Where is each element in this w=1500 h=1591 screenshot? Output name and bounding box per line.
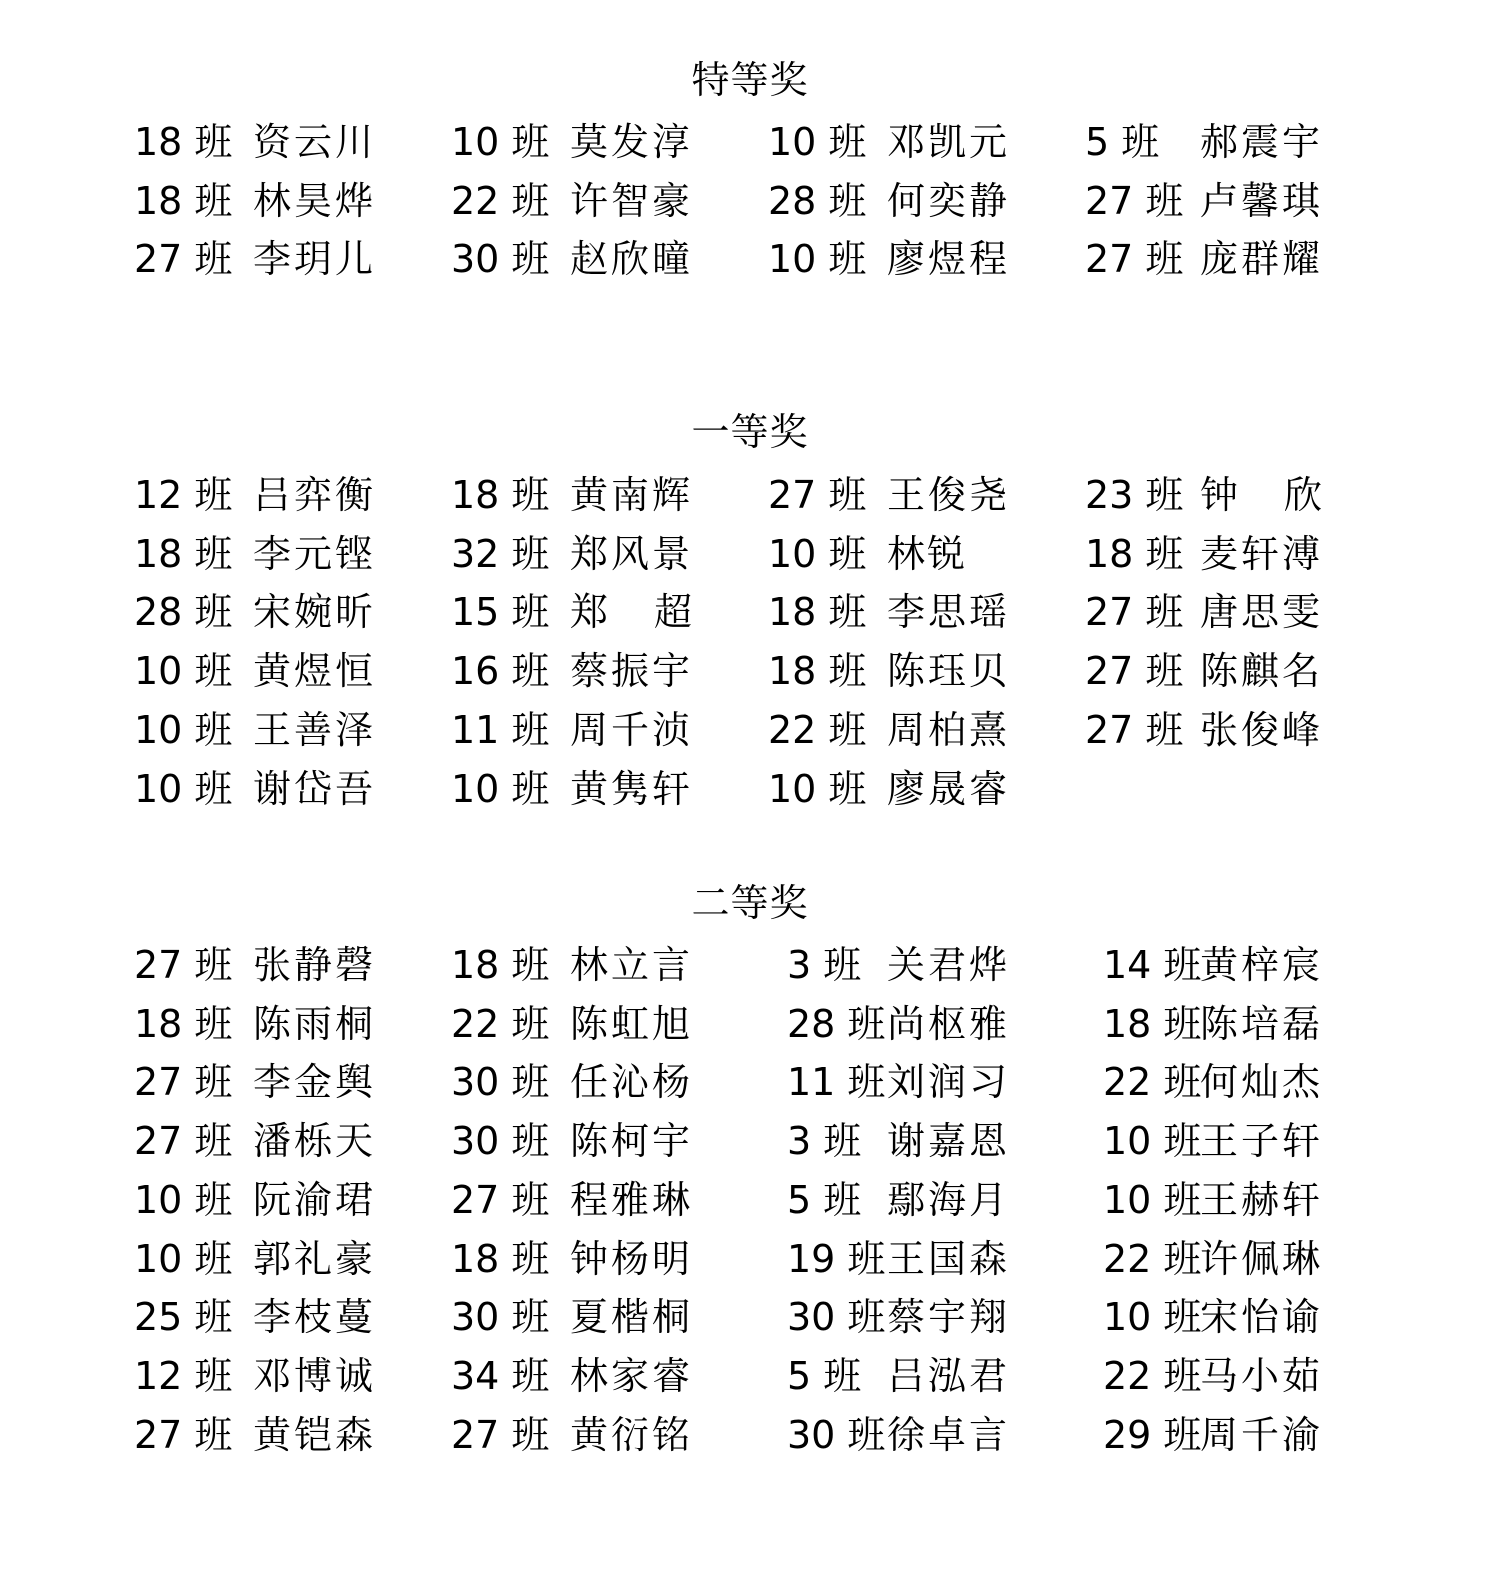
class-label: 32 班 xyxy=(451,531,550,576)
class-label: 28 班 xyxy=(787,1001,886,1046)
student-name: 廖煜程 xyxy=(887,237,1009,282)
student-name: 陈麒名 xyxy=(1200,649,1322,694)
class-label: 30 班 xyxy=(451,1119,550,1164)
class-label: 30 班 xyxy=(451,1060,550,1105)
class-label: 30 班 xyxy=(787,1295,886,1340)
class-label: 18 班 xyxy=(451,943,550,987)
award-row xyxy=(0,1111,1500,1171)
class-label: 18 班 xyxy=(134,531,233,576)
award-row xyxy=(0,171,1500,231)
student-name: 庞群耀 xyxy=(1200,237,1322,282)
class-label: 27 班 xyxy=(1085,590,1184,635)
class-label: 10 班 xyxy=(134,707,233,752)
class-label: 10 班 xyxy=(768,120,867,164)
student-name: 郑 超 xyxy=(570,590,692,635)
student-name: 李玥儿 xyxy=(253,237,375,282)
student-name: 郝震宇 xyxy=(1200,120,1322,164)
class-label: 5 班 xyxy=(787,1177,862,1222)
award-row xyxy=(0,524,1500,584)
class-label: 22 班 xyxy=(451,1001,550,1046)
class-label: 3 班 xyxy=(787,1119,862,1164)
student-name: 郭礼豪 xyxy=(253,1236,375,1281)
student-name: 陈虹旭 xyxy=(570,1001,692,1046)
class-label: 11 班 xyxy=(451,707,550,752)
class-label: 10 班 xyxy=(1103,1177,1202,1222)
class-label: 10 班 xyxy=(1103,1295,1202,1340)
student-name: 陈培磊 xyxy=(1200,1001,1322,1046)
class-label: 23 班 xyxy=(1085,473,1184,517)
student-name: 王国森 xyxy=(887,1236,1009,1281)
award-row xyxy=(0,582,1500,642)
student-name: 黄隽轩 xyxy=(570,766,692,811)
class-label: 10 班 xyxy=(451,766,550,811)
class-label: 34 班 xyxy=(451,1353,550,1398)
student-name: 赵欣曈 xyxy=(570,237,692,282)
student-name: 程雅琳 xyxy=(570,1177,692,1222)
student-name: 吕弈衡 xyxy=(253,473,375,517)
class-label: 10 班 xyxy=(134,1177,233,1222)
class-label: 12 班 xyxy=(134,1353,233,1398)
class-label: 27 班 xyxy=(1085,178,1184,223)
student-name: 李金舆 xyxy=(253,1060,375,1105)
student-name: 黄铠森 xyxy=(253,1412,375,1457)
class-label: 27 班 xyxy=(1085,707,1184,752)
student-name: 任沁杨 xyxy=(570,1060,692,1105)
class-label: 10 班 xyxy=(1103,1119,1202,1164)
student-name: 尚枢雅 xyxy=(887,1001,1009,1046)
student-name: 宋婉昕 xyxy=(253,590,375,635)
class-label: 27 班 xyxy=(1085,237,1184,282)
award-row xyxy=(0,759,1500,819)
award-row xyxy=(0,112,1500,172)
student-name: 蔡振宇 xyxy=(570,649,692,694)
student-name: 周千渝 xyxy=(1200,1412,1322,1457)
student-name: 夏楷桐 xyxy=(570,1295,692,1340)
student-name: 钟杨明 xyxy=(570,1236,692,1281)
section-title: 一等奖 xyxy=(691,410,809,454)
student-name: 陈雨桐 xyxy=(253,1001,375,1046)
student-name: 林家睿 xyxy=(570,1353,692,1398)
student-name: 黄衍铭 xyxy=(570,1412,692,1457)
student-name: 何灿杰 xyxy=(1200,1060,1322,1105)
student-name: 吕泓君 xyxy=(887,1353,1009,1398)
student-name: 谢岱吾 xyxy=(253,766,375,811)
student-name: 张静磬 xyxy=(253,943,375,987)
class-label: 18 班 xyxy=(451,473,550,517)
class-label: 11 班 xyxy=(787,1060,886,1105)
award-row xyxy=(0,1052,1500,1112)
student-name: 黄南辉 xyxy=(570,473,692,517)
student-name: 李思瑶 xyxy=(887,590,1009,635)
class-label: 5 班 xyxy=(787,1353,862,1398)
class-label: 30 班 xyxy=(451,237,550,282)
award-row xyxy=(0,229,1500,289)
class-label: 10 班 xyxy=(451,120,550,164)
student-name: 阮渝珺 xyxy=(253,1177,375,1222)
class-label: 22 班 xyxy=(768,707,867,752)
class-label: 18 班 xyxy=(768,649,867,694)
class-label: 18 班 xyxy=(134,120,233,164)
student-name: 邓凯元 xyxy=(887,120,1009,164)
class-label: 22 班 xyxy=(451,178,550,223)
student-name: 郑风景 xyxy=(570,531,692,576)
class-label: 30 班 xyxy=(451,1295,550,1340)
student-name: 何奕静 xyxy=(887,178,1009,223)
student-name: 王俊尧 xyxy=(887,473,1009,517)
class-label: 27 班 xyxy=(134,237,233,282)
section-title: 二等奖 xyxy=(691,881,809,925)
class-label: 16 班 xyxy=(451,649,550,694)
class-label: 19 班 xyxy=(787,1236,886,1281)
award-row xyxy=(0,700,1500,760)
student-name: 陈珏贝 xyxy=(887,649,1009,694)
student-name: 资云川 xyxy=(253,120,375,164)
class-label: 5 班 xyxy=(1085,120,1160,164)
award-row xyxy=(0,1346,1500,1406)
class-label: 10 班 xyxy=(134,766,233,811)
class-label: 29 班 xyxy=(1103,1412,1202,1457)
student-name: 唐思雯 xyxy=(1200,590,1322,635)
student-name: 李元铿 xyxy=(253,531,375,576)
class-label: 27 班 xyxy=(451,1412,550,1457)
class-label: 27 班 xyxy=(134,1412,233,1457)
student-name: 周柏熹 xyxy=(887,707,1009,752)
class-label: 28 班 xyxy=(134,590,233,635)
student-name: 徐卓言 xyxy=(887,1412,1009,1457)
class-label: 10 班 xyxy=(768,237,867,282)
class-label: 18 班 xyxy=(1085,531,1184,576)
class-label: 18 班 xyxy=(134,178,233,223)
class-label: 10 班 xyxy=(768,531,867,576)
student-name: 李枝蔓 xyxy=(253,1295,375,1340)
class-label: 10 班 xyxy=(768,766,867,811)
student-name: 谢嘉恩 xyxy=(887,1119,1009,1164)
student-name: 邓博诚 xyxy=(253,1353,375,1398)
class-label: 22 班 xyxy=(1103,1353,1202,1398)
class-label: 27 班 xyxy=(134,1060,233,1105)
student-name: 卢馨琪 xyxy=(1200,178,1322,223)
student-name: 黄梓宸 xyxy=(1200,943,1322,987)
student-name: 陈柯宇 xyxy=(570,1119,692,1164)
award-row xyxy=(0,994,1500,1054)
class-label: 10 班 xyxy=(134,1236,233,1281)
class-label: 18 班 xyxy=(768,590,867,635)
student-name: 刘润习 xyxy=(887,1060,1009,1105)
student-name: 王赫轩 xyxy=(1200,1177,1322,1222)
award-row xyxy=(0,465,1500,525)
award-row xyxy=(0,935,1500,995)
student-name: 廖晟睿 xyxy=(887,766,1009,811)
award-row xyxy=(0,1170,1500,1230)
student-name: 王善泽 xyxy=(253,707,375,752)
student-name: 关君烨 xyxy=(887,943,1009,987)
student-name: 许智豪 xyxy=(570,178,692,223)
class-label: 15 班 xyxy=(451,590,550,635)
class-label: 3 班 xyxy=(787,943,862,987)
student-name: 王子轩 xyxy=(1200,1119,1322,1164)
student-name: 林昊烨 xyxy=(253,178,375,223)
class-label: 28 班 xyxy=(768,178,867,223)
award-row xyxy=(0,641,1500,701)
class-label: 25 班 xyxy=(134,1295,233,1340)
class-label: 22 班 xyxy=(1103,1060,1202,1105)
class-label: 27 班 xyxy=(134,1119,233,1164)
student-name: 莫发淳 xyxy=(570,120,692,164)
student-name: 张俊峰 xyxy=(1200,707,1322,752)
class-label: 14 班 xyxy=(1103,943,1202,987)
award-row xyxy=(0,1405,1500,1465)
class-label: 30 班 xyxy=(787,1412,886,1457)
student-name: 许佩琳 xyxy=(1200,1236,1322,1281)
class-label: 27 班 xyxy=(134,943,233,987)
class-label: 22 班 xyxy=(1103,1236,1202,1281)
class-label: 10 班 xyxy=(134,649,233,694)
student-name: 潘栎天 xyxy=(253,1119,375,1164)
student-name: 钟 欣 xyxy=(1200,473,1322,517)
class-label: 18 班 xyxy=(451,1236,550,1281)
student-name: 马小茹 xyxy=(1200,1353,1322,1398)
class-label: 27 班 xyxy=(768,473,867,517)
class-label: 18 班 xyxy=(1103,1001,1202,1046)
student-name: 周千浈 xyxy=(570,707,692,752)
class-label: 27 班 xyxy=(451,1177,550,1222)
class-label: 18 班 xyxy=(134,1001,233,1046)
student-name: 黄煜恒 xyxy=(253,649,375,694)
award-row xyxy=(0,1287,1500,1347)
student-name: 宋怡谕 xyxy=(1200,1295,1322,1340)
class-label: 27 班 xyxy=(1085,649,1184,694)
student-name: 麦轩溥 xyxy=(1200,531,1322,576)
class-label: 12 班 xyxy=(134,473,233,517)
student-name: 蔡宇翔 xyxy=(887,1295,1009,1340)
student-name: 鄢海月 xyxy=(887,1177,1009,1222)
section-title: 特等奖 xyxy=(691,58,809,102)
student-name: 林锐 xyxy=(887,531,968,576)
award-row xyxy=(0,1229,1500,1289)
student-name: 林立言 xyxy=(570,943,692,987)
